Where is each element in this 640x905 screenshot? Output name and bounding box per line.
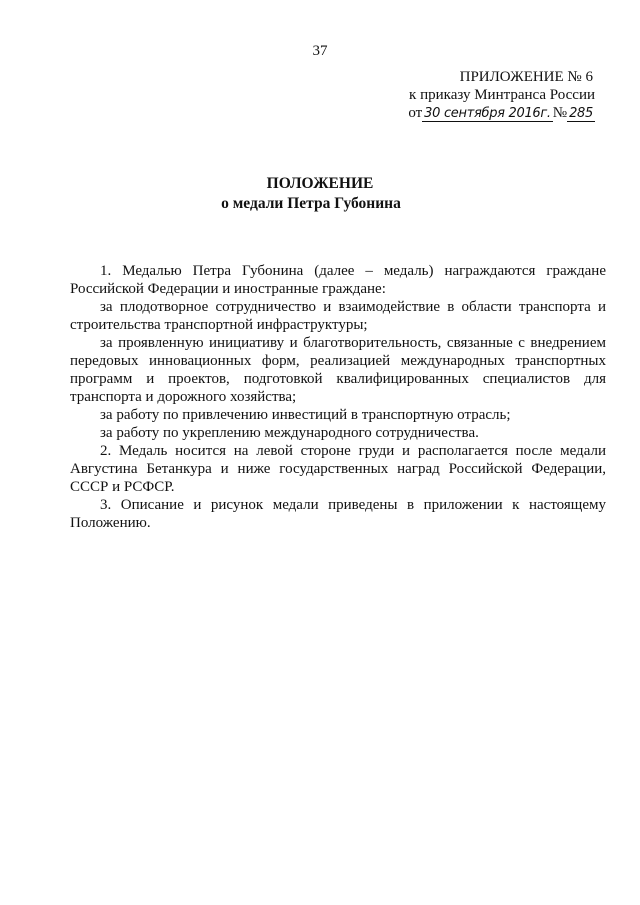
date-prefix: от [408,105,423,121]
appendix-order-line: к приказу Минтранса России [409,87,595,103]
paragraph-4: за работу по привлечению инвестиций в транспортную отрасль; [100,407,511,423]
page-number: 37 [312,43,328,59]
appendix-block [408,68,595,123]
paragraph-6: 2. Медаль носится на левой стороне груди и располагается после медали Августина Бетанкура и ниже государственных наград Российской Федерации, СССР и РСФСР. [70,443,606,495]
paragraph-2: за плодотворное сотрудничество и взаимодействие в области транспорта и строительства транспортной инфраструктуры; [70,299,606,333]
document-subtitle: о медали Петра Губонина [221,195,401,212]
paragraph-1: 1. Медалью Петра Губонина (далее – медаль) награждаются граждане Российской Федерации и иностранные граждане: [70,263,606,297]
handwritten-date: 30 сентября 2016г. [424,106,551,121]
appendix-title: ПРИЛОЖЕНИЕ № 6 [459,69,593,85]
paragraph-7: 3. Описание и рисунок медали приведены в приложении к настоящему Положению. [70,497,606,531]
document-title: ПОЛОЖЕНИЕ [266,175,374,192]
appendix-date-line [408,104,595,123]
handwritten-number: 285 [569,106,593,121]
document-body [70,262,606,532]
paragraph-3: за проявленную инициативу и благотворительность, связанные с внедрением передовых инновационных форм, реализацией международных транспортных программ и проектов, подготовкой квалифицированных специалистов для транспорта и дорожного хозяйства; [70,335,606,405]
document-heading [0,174,640,214]
number-prefix: № [552,105,568,121]
paragraph-5: за работу по укреплению международного сотрудничества. [100,425,479,441]
